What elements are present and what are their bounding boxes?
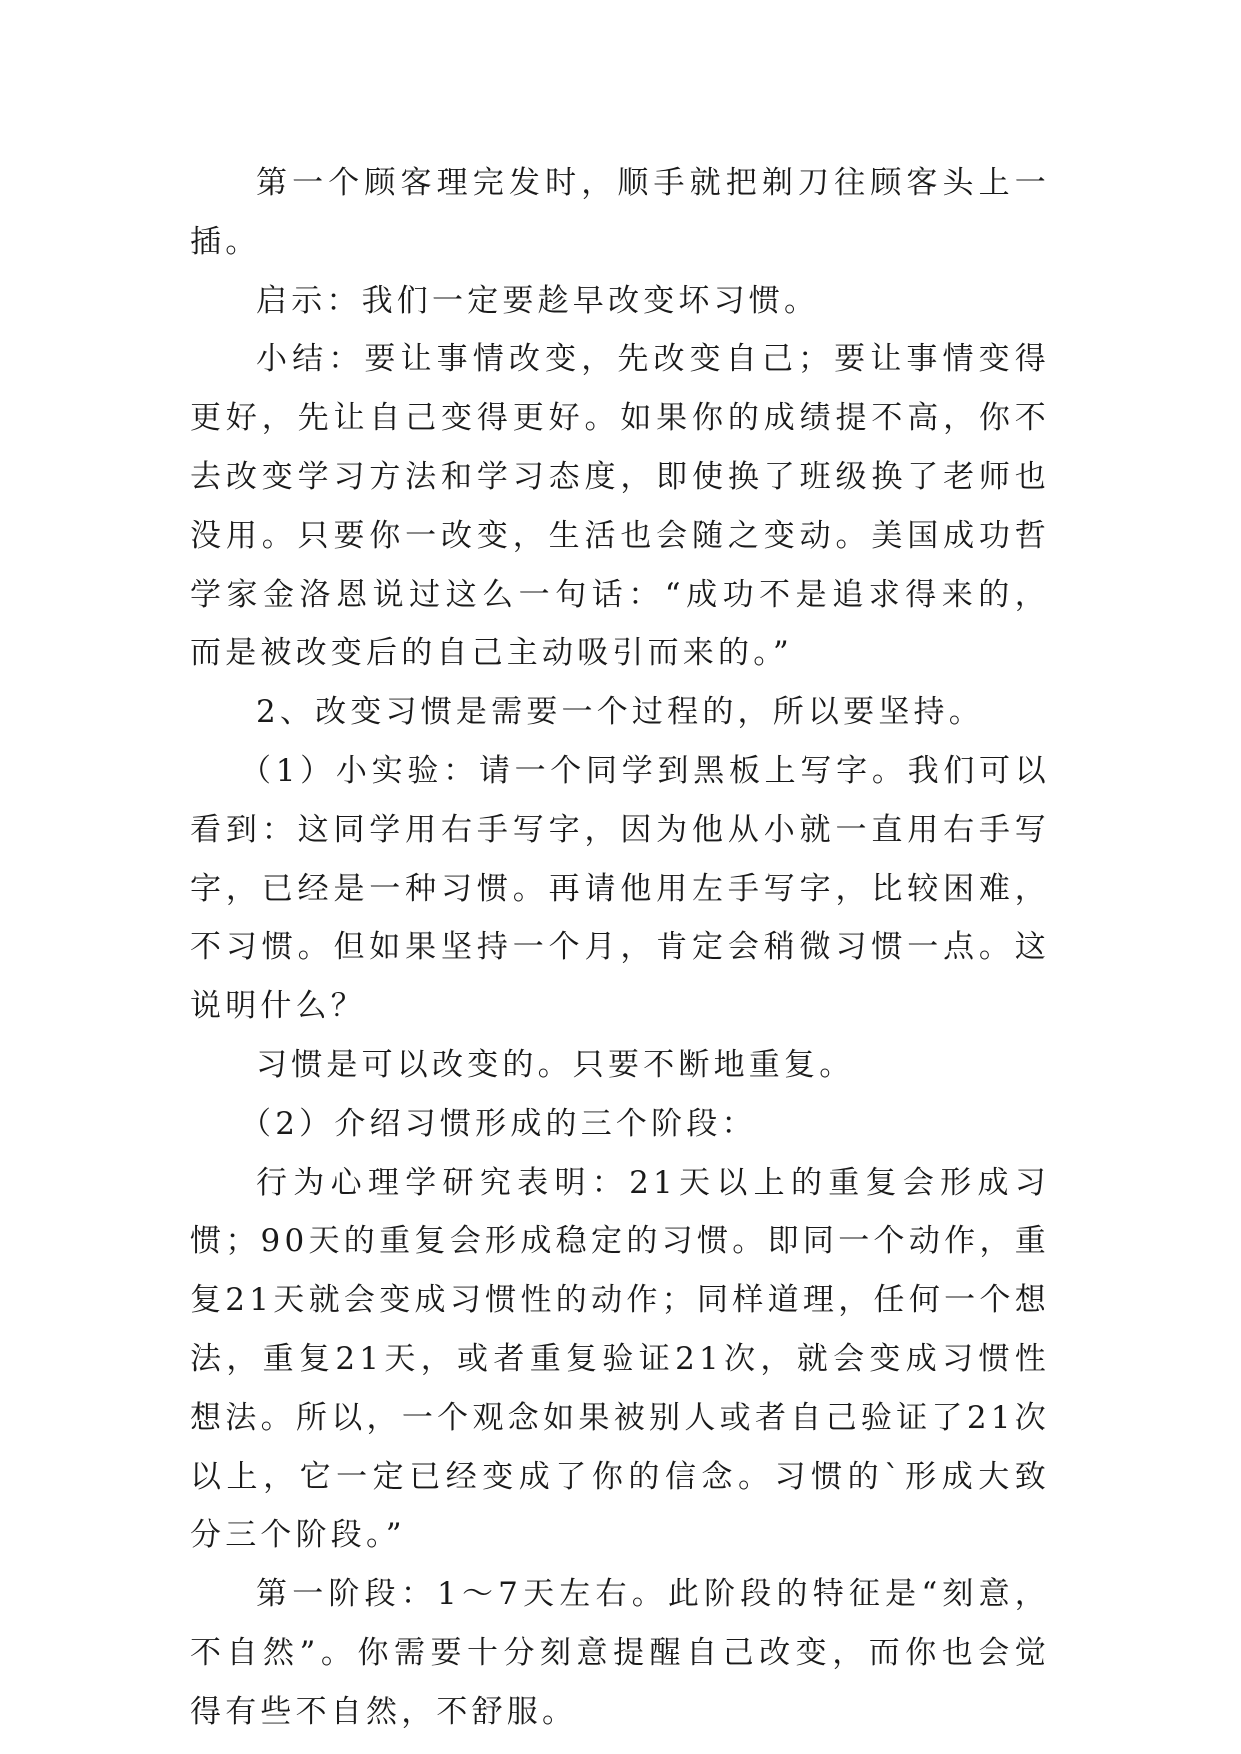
paragraph-three-stages-intro: （2）介绍习惯形成的三个阶段： bbox=[240, 1105, 757, 1142]
paragraph-first-customer: 第一个顾客理完发时，顺手就把剃刀往顾客头上一插。 bbox=[190, 165, 1050, 260]
paragraph-insight: 启示：我们一定要趁早改变坏习惯。 bbox=[256, 282, 820, 319]
paragraph-experiment: （1）小实验：请一个同学到黑板上写字。我们可以看到：这同学用右手写字，因为他从小就一直用右手写字，已经是一种习惯。再请他用左手写字，比较困难，不习惯。但如果坚持一个月，肯定会稍微习惯一点。这说明什么？ bbox=[190, 752, 1050, 1025]
paragraph-summary: 小结：要让事情改变，先改变自己；要让事情变得更好，先让自己变得更好。如果你的成绩提不高，你不去改变学习方法和学习态度，即使换了班级换了老师也没用。只要你一改变，生活也会随之变动。美国成功哲学家金洛恩说过这么一句话：“成功不是追求得来的，而是被改变后的自己主动吸引而来的。” bbox=[190, 341, 1050, 672]
paragraph-research: 行为心理学研究表明：21天以上的重复会形成习惯；90天的重复会形成稳定的习惯。即同一个动作，重复21天就会变成习惯性的动作；同样道理，任何一个想法，重复21天，或者重复验证21次，就会变成习惯性想法。所以，一个观念如果被别人或者自己验证了21次以上，它一定已经变成了你的信念。习惯的`形成大致分三个阶段。” bbox=[190, 1164, 1050, 1554]
paragraph-habit-changeable: 习惯是可以改变的。只要不断地重复。 bbox=[256, 1046, 855, 1083]
document-body bbox=[190, 154, 1050, 1742]
paragraph-stage-one: 第一阶段：1～7天左右。此阶段的特征是“刻意，不自然”。你需要十分刻意提醒自己改变，而你也会觉得有些不自然，不舒服。 bbox=[190, 1576, 1050, 1730]
paragraph-point-2: 2、改变习惯是需要一个过程的，所以要坚持。 bbox=[256, 694, 984, 731]
